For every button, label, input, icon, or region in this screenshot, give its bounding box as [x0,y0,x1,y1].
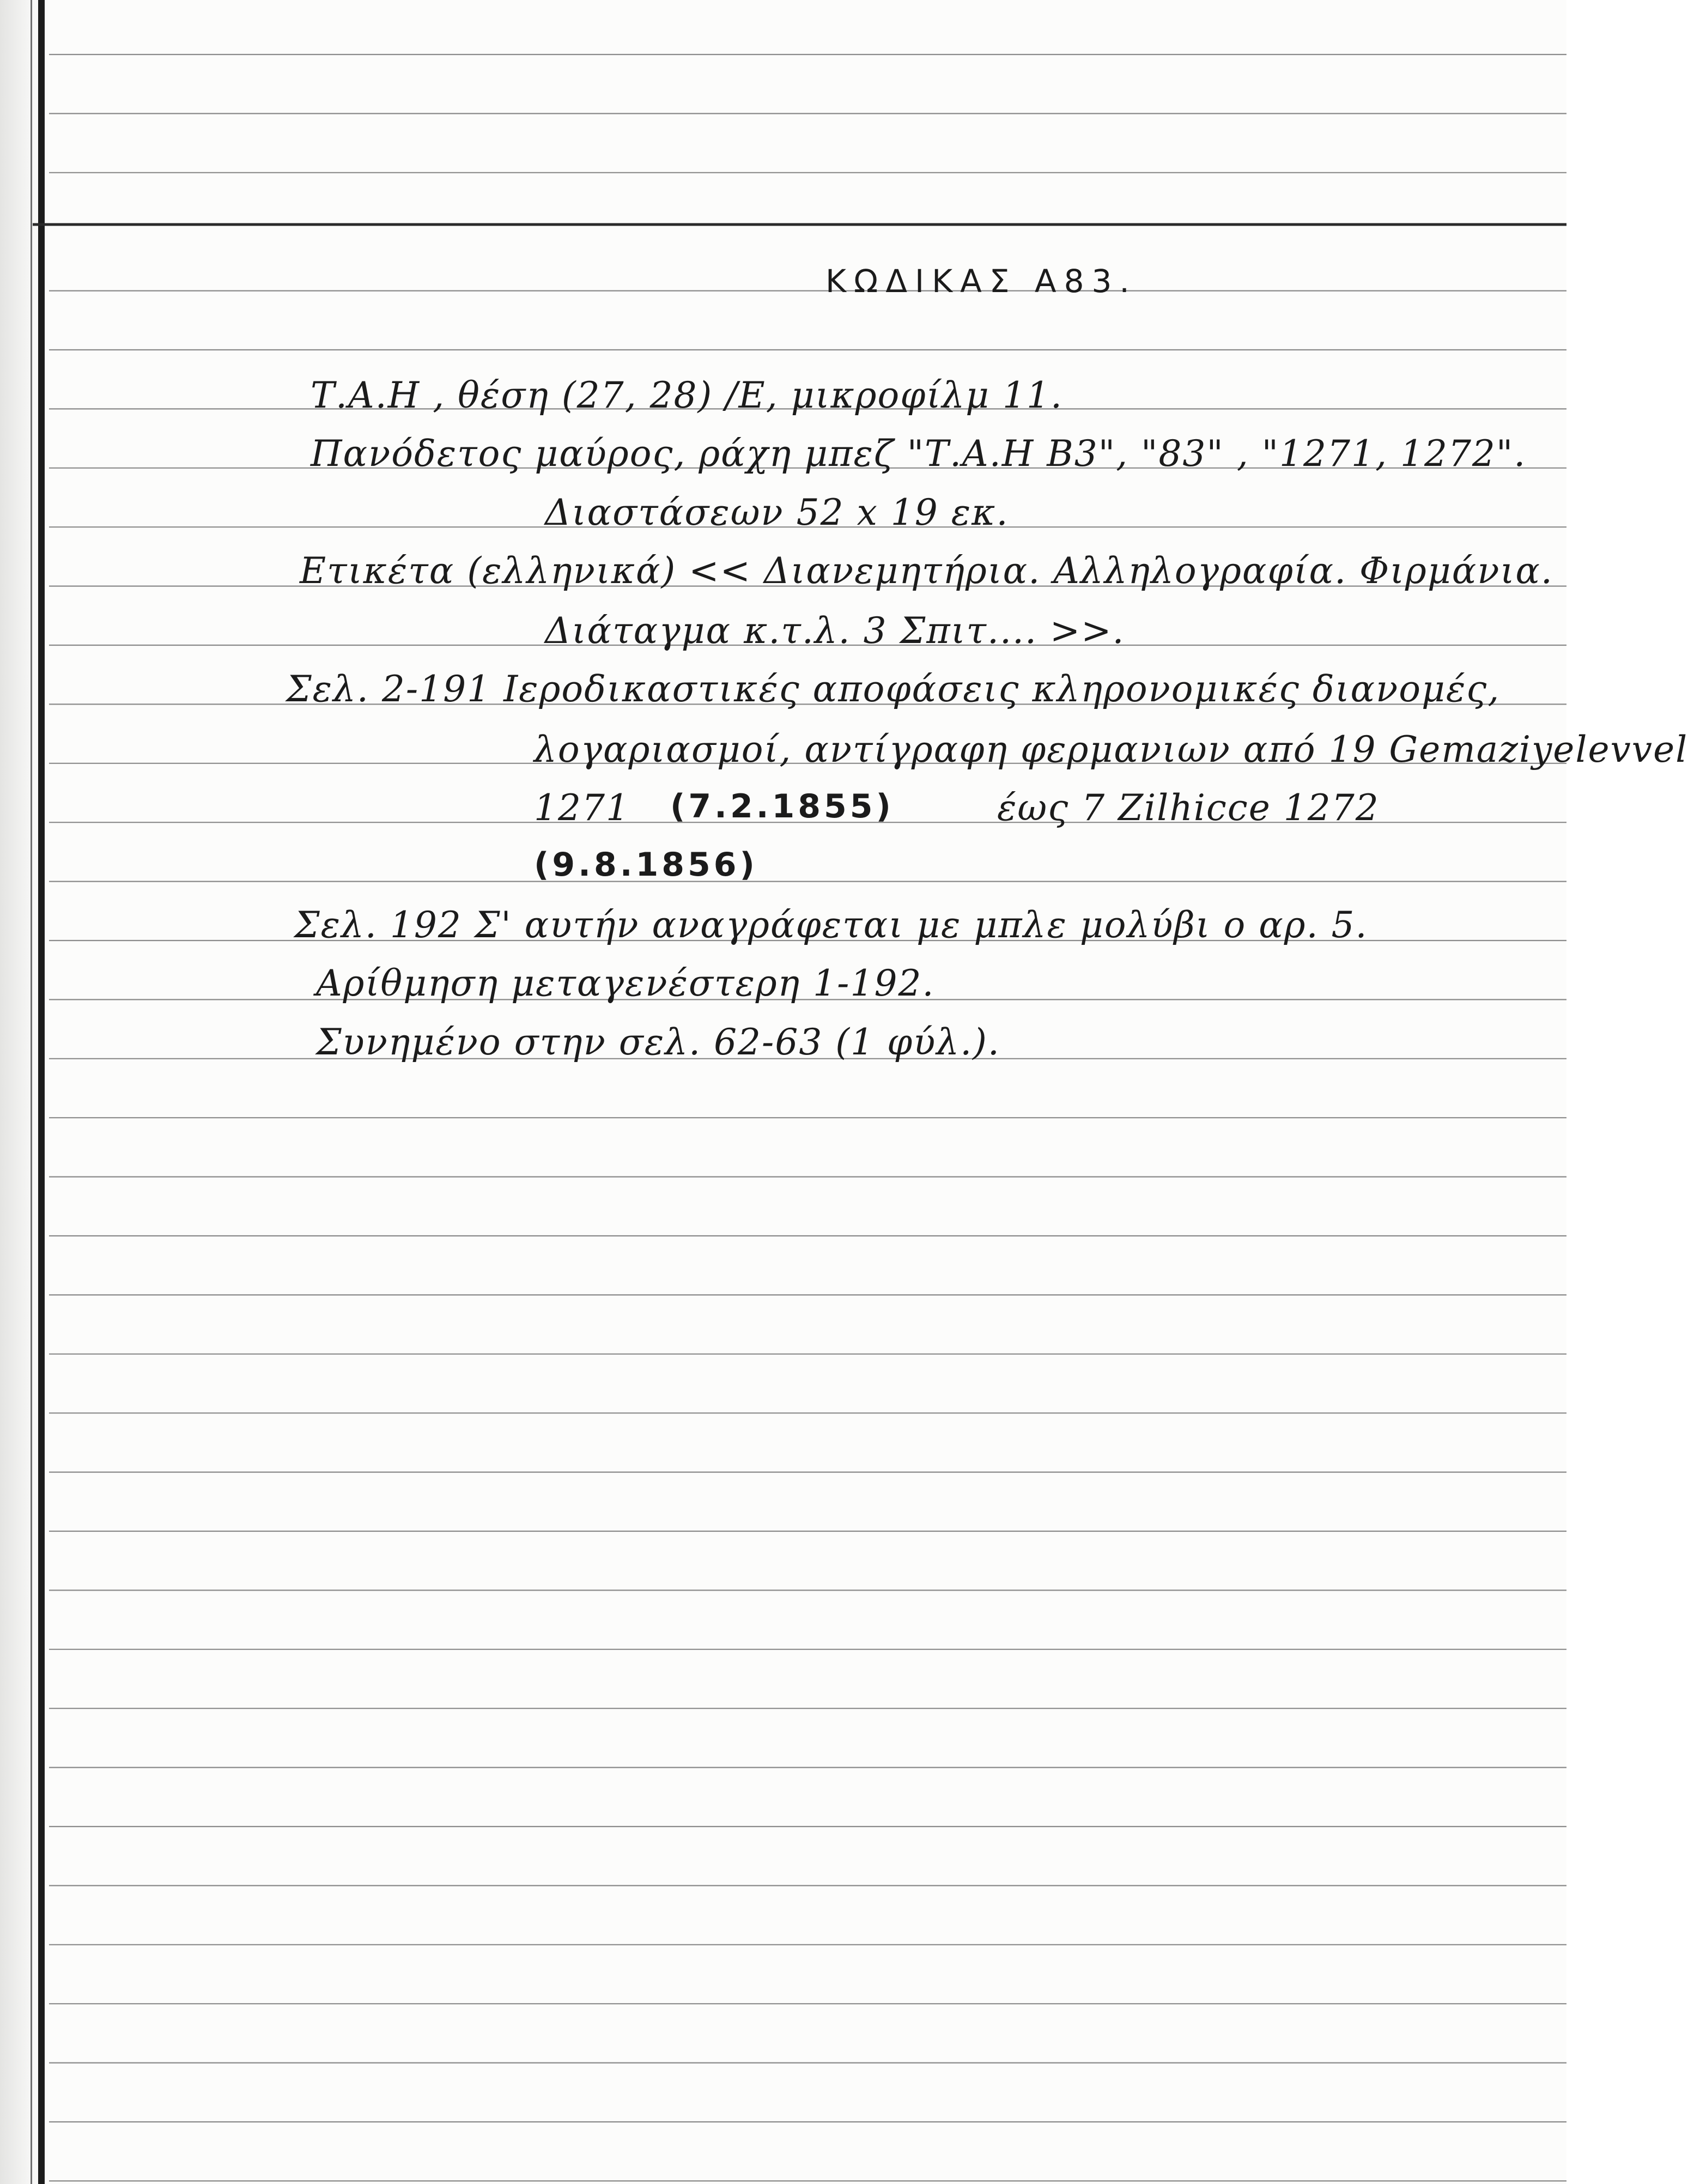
line-year-1271: 1271 [534,787,630,829]
line-dimensions: Διαστάσεων 52 x 19 εκ. [545,492,1009,533]
line-page-192: Σελ. 192 Σ' αυτήν αναγράφεται με μπλε μολύβι ο αρ. 5. [294,904,1368,946]
line-binding: Πανόδετος μαύρος, ράχη μπεζ "Τ.Α.Η Β3", "83" , "1271, 1272". [311,433,1527,475]
line-date-1856: (9.8.1856) [534,846,758,884]
line-location: Τ.Α.Η , θέση (27, 28) /Ε, μικροφίλμ 11. [311,374,1063,416]
line-accounts: λογαριασμοί, αντίγραφη φερμανιων από 19 Gemaziyelevvel [534,729,1688,771]
line-label-continued: Διάταγμα κ.τ.λ. 3 Σπιτ.... >>. [545,610,1125,652]
line-until-1272: έως 7 Zilhicce 1272 [997,787,1380,829]
line-attached: Συνημένο στην σελ. 62-63 (1 φύλ.). [316,1021,1000,1063]
line-date-1855: (7.2.1855) [670,787,894,826]
line-label: Ετικέτα (ελληνικά) << Διανεμητήρια. Αλληλογραφία. Φιρμάνια. [300,550,1553,592]
line-numbering: Αρίθμηση μεταγενέστερη 1-192. [316,962,935,1004]
line-pages-2-191: Σελ. 2-191 Ιεροδικαστικές αποφάσεις κληρονομικές διανομές, [286,668,1501,710]
code-heading: ΚΩΔΙΚΑΣ Α83. [825,263,1137,300]
